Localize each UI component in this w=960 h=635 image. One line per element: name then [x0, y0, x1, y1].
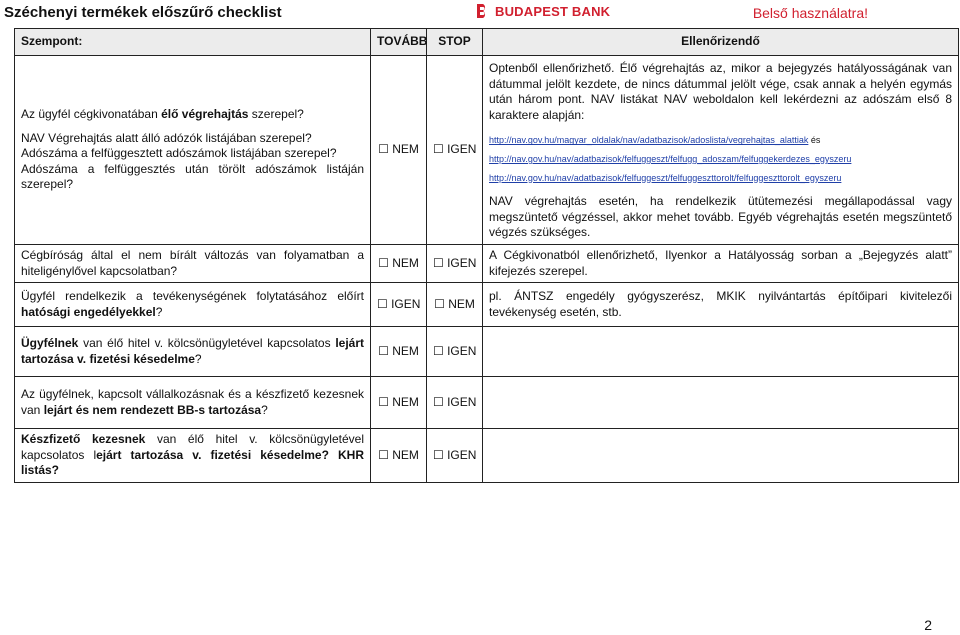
- table-row: [15, 429, 959, 483]
- question-text: NAV Végrehajtás alatt álló adózók listájában szerepel?: [21, 130, 312, 145]
- check-text: NAV végrehajtás esetén, ha rendelkezik ütütemezési megállapodással vagy megszüntető végzéssel, akkor mehet tovább. Egyéb végrehajtás esetén megszüntető végzés szükséges.: [489, 194, 952, 240]
- question-text: Adószáma a felfüggesztett adószámok listájában szerepel?: [21, 146, 337, 161]
- header-to-check: Ellenőrizendő: [483, 29, 959, 56]
- page-number: 2: [924, 617, 932, 633]
- header-stop: STOP: [427, 29, 483, 56]
- check-text: A Cégkivonatból ellenőrizhető, Ilyenkor a Hatályosság sorban a „Bejegyzés alatt” kifejezés szerepel.: [483, 244, 959, 282]
- check-cell-empty: [483, 377, 959, 429]
- question-text: Az ügyfél cégkivonatában élő végrehajtás szerepel?: [21, 106, 304, 121]
- next-checkbox[interactable]: ☐ NEM: [371, 56, 427, 245]
- next-checkbox[interactable]: ☐ NEM: [371, 377, 427, 429]
- table-header-row: [15, 29, 959, 56]
- bank-logo: [475, 3, 610, 19]
- question-text: Ügyfélnek van élő hitel v. kölcsönügyletével kapcsolatos lejárt tartozása v. fizetési késedelme?: [15, 327, 371, 377]
- header-criterion: Szempont:: [15, 29, 371, 56]
- header-next: TOVÁBB: [371, 29, 427, 56]
- stop-checkbox[interactable]: ☐ NEM: [427, 283, 483, 327]
- table-row: [15, 244, 959, 282]
- nav-link[interactable]: http://nav.gov.hu/nav/adatbazisok/felfuggeszt/felfuggeszttorolt/felfuggeszttorolt_egyszeru: [489, 172, 842, 183]
- stop-checkbox[interactable]: ☐ IGEN: [427, 327, 483, 377]
- check-cell: Optenből ellenőrizhető. Élő végrehajtás az, mikor a bejegyzés hatályosságának van dátummal jelölt kezdete, de nincs dátummal jelölt vége, csak annak a helyén egymás után három pont. NAV listákat NAV weboldalon kell lekérdezni az adószám első 8 karaktere alapján: http://nav.gov.hu/magyar_oldalak/nav/adatbazisok/adoslista/vegrehajtas_alattiak és http://nav.gov.hu/nav/adatbazisok/felfuggeszt/felfugg_adoszam/felfuggekerdezes_egyszeru http://nav.gov.hu/nav/adatbazisok/felfuggeszt/felfuggeszttorolt/felfuggeszttorolt_egyszeru NAV végrehajtás esetén, ha rendelkezik ütütemezési megállapodással vagy megszüntető végzéssel, akkor mehet tovább. Egyéb végrehajtás esetén megszüntető végzés szükséges.: [483, 56, 959, 245]
- next-checkbox[interactable]: ☐ IGEN: [371, 283, 427, 327]
- check-cell-empty: [483, 327, 959, 377]
- check-text: pl. ÁNTSZ engedély gyógyszerész, MKIK nyilvántartás építőipari kivitelezői tevékenység esetén, stb.: [483, 283, 959, 327]
- next-checkbox[interactable]: ☐ NEM: [371, 429, 427, 483]
- next-checkbox[interactable]: ☐ NEM: [371, 327, 427, 377]
- page-title: Széchenyi termékek előszűrő checklist: [4, 4, 282, 21]
- question-cell: [15, 56, 371, 245]
- next-checkbox[interactable]: ☐ NEM: [371, 244, 427, 282]
- budapest-bank-logo-icon: [475, 3, 491, 19]
- nav-link[interactable]: http://nav.gov.hu/nav/adatbazisok/felfuggeszt/felfugg_adoszam/felfuggekerdezes_egyszeru: [489, 153, 852, 164]
- stop-checkbox[interactable]: ☐ IGEN: [427, 429, 483, 483]
- question-text: Cégbíróság által el nem bírált változás van folyamatban a hiteligénylővel kapcsolatban?: [15, 244, 371, 282]
- check-text: Optenből ellenőrizhető. Élő végrehajtás az, mikor a bejegyzés hatályosságának van dátummal jelölt kezdete, de nincs dátummal jelölt vége, csak annak a helyén egymás után három pont. NAV listákat NAV weboldalon kell lekérdezni az adószám első 8 karaktere alapján:: [489, 61, 952, 122]
- table-row: [15, 56, 959, 245]
- question-text: Ügyfél rendelkezik a tevékenységének folytatásához előírt hatósági engedélyekkel?: [15, 283, 371, 327]
- nav-link[interactable]: http://nav.gov.hu/magyar_oldalak/nav/adatbazisok/adoslista/vegrehajtas_alattiak: [489, 135, 809, 146]
- bank-name: BUDAPEST BANK: [495, 3, 611, 19]
- internal-use-notice: Belső használatra!: [752, 5, 868, 21]
- question-text: Adószáma a felfüggesztés után törölt adószámok listáján szerepel?: [21, 161, 364, 192]
- table-row: [15, 327, 959, 377]
- stop-checkbox[interactable]: ☐ IGEN: [427, 377, 483, 429]
- table-row: [15, 283, 959, 327]
- check-cell-empty: [483, 429, 959, 483]
- question-text: Az ügyfélnek, kapcsolt vállalkozásnak és a készfizető kezesnek van lejárt és nem rendezett BB-s tartozása?: [15, 377, 371, 429]
- checklist-table: [14, 28, 959, 483]
- stop-checkbox[interactable]: ☐ IGEN: [427, 56, 483, 245]
- table-row: [15, 377, 959, 429]
- question-text: Készfizető kezesnek van élő hitel v. kölcsönügyletével kapcsolatos lejárt tartozása v. fizetési késedelme? KHR listás?: [15, 429, 371, 483]
- stop-checkbox[interactable]: ☐ IGEN: [427, 244, 483, 282]
